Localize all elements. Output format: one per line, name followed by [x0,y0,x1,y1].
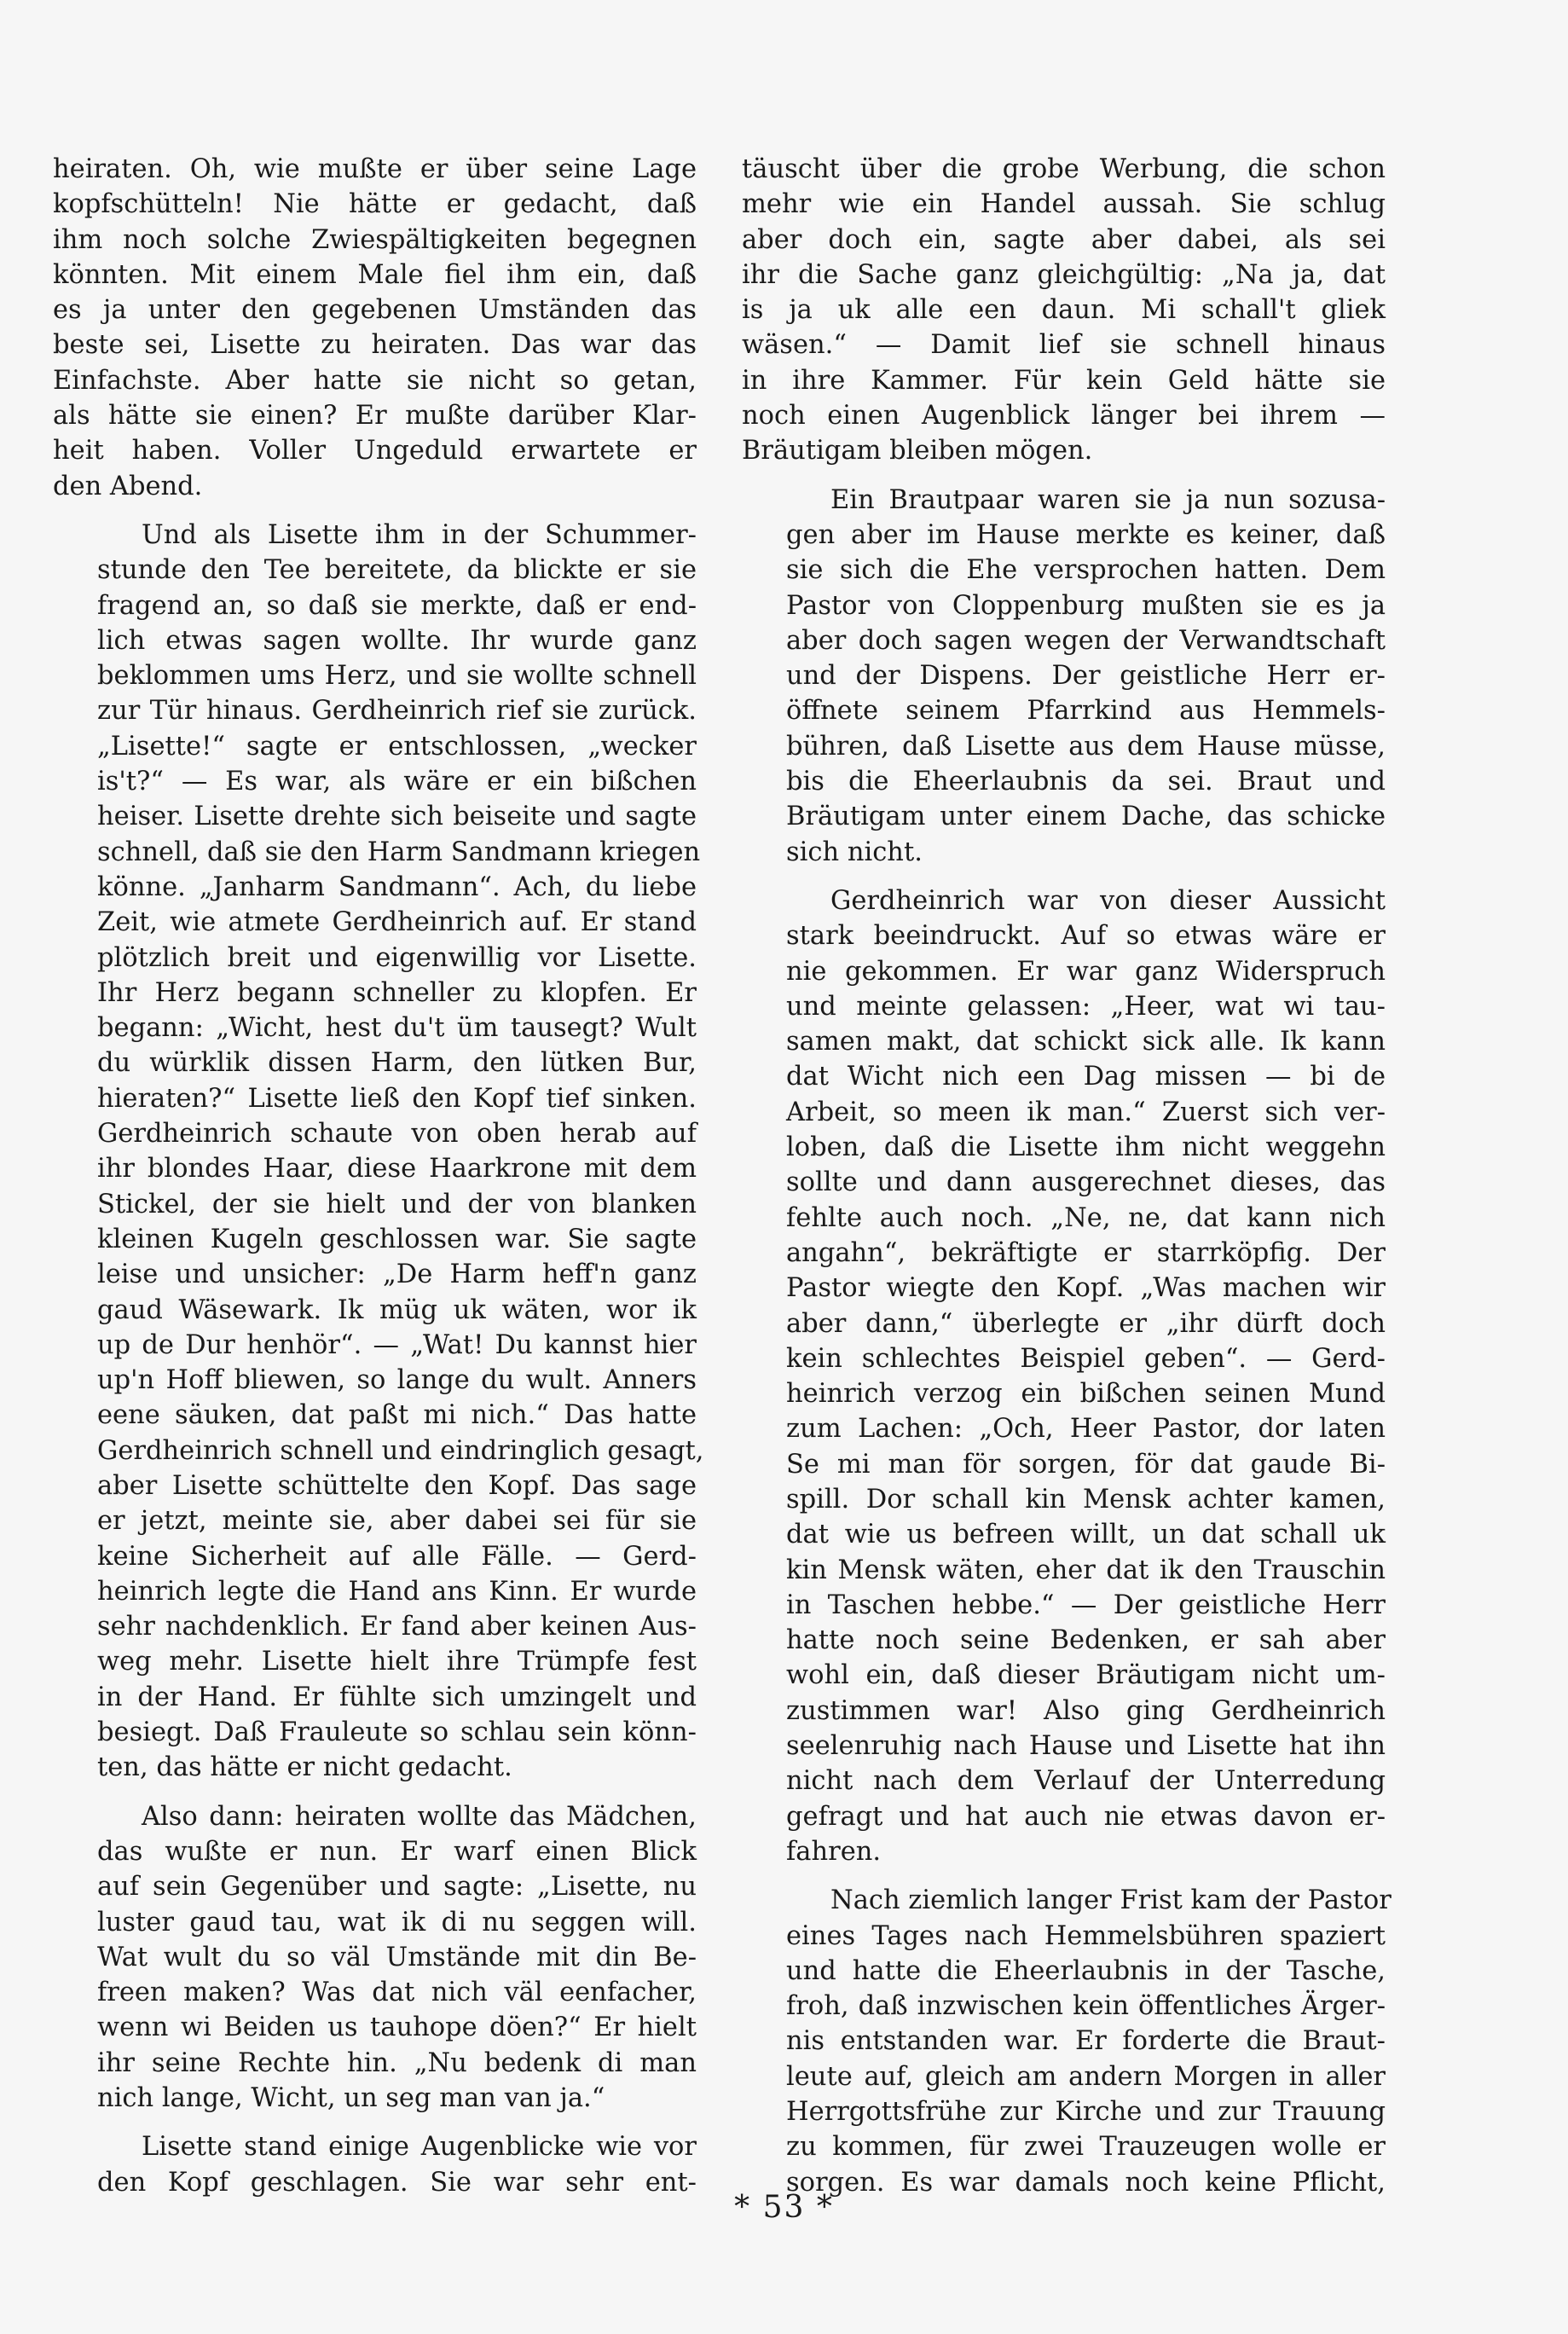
text-line: auf sein Gegenüber und sagte: „Lisette, nu [97,1872,697,1903]
paragraph [742,883,1386,1869]
text-line: er jetzt, meinte sie, aber dabei sei für sie [97,1506,697,1537]
text-line: Pastor wiegte den Kopf. „Was machen wir [786,1273,1386,1304]
text-line: kopfschütteln! Nie hätte er gedacht, daß [53,189,697,220]
text-line: mehr wie ein Handel aussah. Sie schlug [742,189,1386,220]
text-line: ihm noch solche Zwiespältigkeiten begegnen [53,224,697,255]
text-line: bühren, daß Lisette aus dem Hause müsse, [786,731,1386,762]
text-line: hieraten?“ Lisette ließ den Kopf tief sinken. [97,1083,697,1114]
text-line: heiser. Lisette drehte sich beiseite und sagte [97,802,697,832]
text-line: wäsen.“ — Damit lief sie schnell hinaus [742,330,1386,361]
text-line: es ja unter den gegebenen Umständen das [53,295,697,326]
text-line: eene säuken, dat paßt mi nich.“ Das hatte [97,1400,697,1431]
text-line: Nach ziemlich langer Frist kam der Pastor [830,1885,1392,1916]
text-line: ihr blondes Haar, diese Haarkrone mit dem [97,1154,697,1184]
text-line: up de Dur henhör“. — „Wat! Du kannst hier [97,1329,697,1360]
text-line: und hatte die Eheerlaubnis in der Tasche, [786,1955,1386,1986]
text-line: Se mi man för sorgen, för dat gaude Bi- [786,1449,1386,1480]
text-line: fahren. [786,1836,882,1867]
text-column-left [53,152,704,2214]
text-line: hatte noch seine Bedenken, er sah aber [786,1625,1386,1656]
text-line: Stickel, der sie hielt und der von blanken [97,1189,697,1219]
text-line: heit haben. Voller Ungeduld erwartete er [53,436,697,466]
text-line: täuscht über die grobe Werbung, die schon [742,154,1386,184]
text-line: sorgen. Es war damals noch keine Pflicht, [786,2167,1386,2198]
text-line: nie gekommen. Er war ganz Widerspruch [786,956,1386,987]
text-line: wohl ein, daß dieser Bräutigam nicht um- [786,1660,1386,1691]
text-line: in Taschen hebbe.“ — Der geistliche Herr [786,1590,1386,1620]
text-line: samen makt, dat schickt sick alle. Ik kann [786,1027,1386,1057]
text-line: aber doch sagen wegen der Verwandtschaft [786,625,1386,656]
text-line: weg mehr. Lisette hielt ihre Trümpfe fest [97,1647,697,1677]
text-line: Ein Brautpaar waren sie ja nun sozusa- [830,484,1386,515]
text-line: Gerdheinrich schaute von oben herab auf [97,1119,697,1150]
text-line: froh, daß inzwischen kein öffentliches Ärger- [786,1991,1386,2022]
text-line: in der Hand. Er fühlte sich umzingelt und [97,1682,697,1712]
text-line: du würklik dissen Harm, den lütken Bur, [97,1048,697,1079]
text-line: aber doch ein, sagte aber dabei, als sei [742,224,1386,255]
text-line: ihr seine Rechte hin. „Nu bedenk di man [97,2047,697,2078]
paragraph [742,483,1386,870]
text-line: schnell, daß sie den Harm Sandmann kriegen [97,837,701,867]
text-line: Herrgottsfrühe zur Kirche und zur Trauung [786,2097,1386,2128]
text-line: Pastor von Cloppenburg mußten sie es ja [786,590,1386,621]
text-line: kein schlechtes Beispiel geben“. — Gerd- [786,1343,1386,1374]
text-line: gefragt und hat auch nie etwas davon er- [786,1801,1386,1832]
text-line: könnten. Mit einem Male fiel ihm ein, daß [53,259,697,290]
text-line: seelenruhig nach Hause und Lisette hat ihn [786,1731,1386,1762]
text-line: Wat wult du so väl Umstände mit din Be- [97,1942,697,1972]
text-line: Gerdheinrich schnell und eindringlich gesagt, [97,1435,704,1466]
text-line: is't?“ — Es war, als wäre er ein bißchen [97,767,697,797]
text-line: noch einen Augenblick länger bei ihrem — [742,401,1386,431]
text-line: den Abend. [53,471,203,501]
text-line: fehlte auch noch. „Ne, ne, dat kann nich [786,1202,1386,1233]
text-line: Bräutigam bleiben mögen. [742,436,1093,466]
text-line: up'n Hoff bliewen, so lange du wult. Anners [97,1365,697,1396]
text-line: aber Lisette schüttelte den Kopf. Das sage [97,1470,697,1501]
text-line: könne. „Janharm Sandmann“. Ach, du liebe [97,872,697,902]
text-line: spill. Dor schall kin Mensk achter kamen, [786,1484,1386,1514]
paragraph [53,152,697,504]
text-line: ihr die Sache ganz gleichgültig: „Na ja, dat [742,259,1386,290]
text-line: aber dann,“ überlegte er „ihr dürft doch [786,1308,1386,1339]
text-line: zur Tür hinaus. Gerdheinrich rief sie zurück. [97,696,697,727]
text-line: Also dann: heiraten wollte das Mädchen, [142,1801,697,1832]
text-line: nich lange, Wicht, un seg man van ja.“ [97,2083,605,2114]
text-line: fragend an, so daß sie merkte, daß er end- [97,590,697,621]
text-line: besiegt. Daß Frauleute so schlau sein könn- [97,1717,697,1748]
text-line: zustimmen war! Also ging Gerdheinrich [786,1695,1386,1726]
text-line: Lisette stand einige Augenblicke wie vor [142,2132,697,2163]
text-line: Einfachste. Aber hatte sie nicht so getan, [53,365,697,396]
text-line: Arbeit, so meen ik man.“ Zuerst sich ver- [786,1097,1386,1127]
text-line: keine Sicherheit auf alle Fälle. — Gerd- [97,1541,697,1572]
text-line: als hätte sie einen? Er mußte darüber Klar- [53,401,697,431]
text-line: lich etwas sagen wollte. Ihr wurde ganz [97,625,697,656]
text-line: sie sich die Ehe versprochen hatten. Dem [786,555,1386,586]
text-line: öffnete seinem Pfarrkind aus Hemmels- [786,696,1386,727]
text-line: stark beeindruckt. Auf so etwas wäre er [786,921,1386,952]
text-line: begann: „Wicht, hest du't üm tausegt? Wult [97,1013,697,1044]
paragraph [742,152,1386,469]
paragraph [742,1883,1392,2200]
text-line: zu kommen, für zwei Trauzeugen wolle er [786,2132,1386,2163]
text-line: dat Wicht nich een Dag missen — bi de [786,1062,1386,1092]
text-line: „Lisette!“ sagte er entschlossen, „wecker [97,731,697,762]
text-line: is ja uk alle een daun. Mi schall't gliek [742,295,1386,326]
text-line: loben, daß die Lisette ihm nicht weggehn [786,1132,1386,1163]
text-line: Zeit, wie atmete Gerdheinrich auf. Er stand [97,907,697,938]
text-line: leute auf, gleich am andern Morgen in aller [786,2061,1386,2092]
text-line: Ihr Herz begann schneller zu klopfen. Er [97,977,697,1008]
text-line: sehr nachdenklich. Er fand aber keinen Aus- [97,1612,697,1642]
text-line: beklommen ums Herz, und sie wollte schnell [97,661,697,692]
text-line: den Kopf geschlagen. Sie war sehr ent- [97,2167,697,2198]
text-line: Bräutigam unter einem Dache, das schicke [786,802,1386,832]
text-line: und meinte gelassen: „Heer, wat wi tau- [786,991,1386,1022]
text-line: zum Lachen: „Och, Heer Pastor, dor laten [786,1414,1386,1445]
text-line: eines Tages nach Hemmelsbühren spaziert [786,1920,1386,1951]
text-column-right [742,152,1392,2214]
text-line: sollte und dann ausgerechnet dieses, das [786,1167,1386,1198]
paragraph [53,1799,697,2117]
text-line: ten, das hätte er nicht gedacht. [97,1752,512,1783]
paragraph [53,518,704,1786]
text-line: gaud Wäsewark. Ik müg uk wäten, wor ik [97,1294,697,1325]
text-line: freen maken? Was dat nich väl eenfacher, [97,1978,697,2008]
text-line: bis die Eheerlaubnis da sei. Braut und [786,767,1386,797]
text-line: und der Dispens. Der geistliche Herr er- [786,661,1386,692]
text-line: leise und unsicher: „De Harm heff'n ganz [97,1260,697,1290]
text-line: heinrich legte die Hand ans Kinn. Er wurde [97,1576,697,1607]
text-line: plötzlich breit und eigenwillig vor Lisette. [97,942,697,973]
text-line: kin Mensk wäten, eher dat ik den Trauschin [786,1555,1386,1585]
text-line: nicht nach dem Verlauf der Unterredung [786,1766,1386,1797]
page-number: * 53 * [734,2190,834,2225]
text-line: beste sei, Lisette zu heiraten. Das war das [53,330,697,361]
text-line: stunde den Tee bereitete, da blickte er sie [97,555,697,586]
text-line: angahn“, bekräftigte er starrköpfig. Der [786,1237,1386,1268]
text-line: Und als Lisette ihm in der Schummer- [142,519,697,550]
text-line: Gerdheinrich war von dieser Aussicht [830,885,1386,916]
text-line: heinrich verzog ein bißchen seinen Mund [786,1379,1386,1410]
text-line: in ihre Kammer. Für kein Geld hätte sie [742,365,1386,396]
text-line: luster gaud tau, wat ik di nu seggen will. [97,1907,697,1937]
text-line: kleinen Kugeln geschlossen war. Sie sagte [97,1224,697,1254]
text-line: nis entstanden war. Er forderte die Braut- [786,2026,1386,2057]
text-line: wenn wi Beiden us tauhope döen?“ Er hielt [97,2013,697,2043]
text-line: gen aber im Hause merkte es keiner, daß [786,519,1386,550]
text-line: dat wie us befreen willt, un dat schall uk [786,1520,1386,1550]
text-line: sich nicht. [786,837,923,867]
text-line: das wußte er nun. Er warf einen Blick [97,1836,697,1867]
text-line: heiraten. Oh, wie mußte er über seine Lage [53,154,697,184]
